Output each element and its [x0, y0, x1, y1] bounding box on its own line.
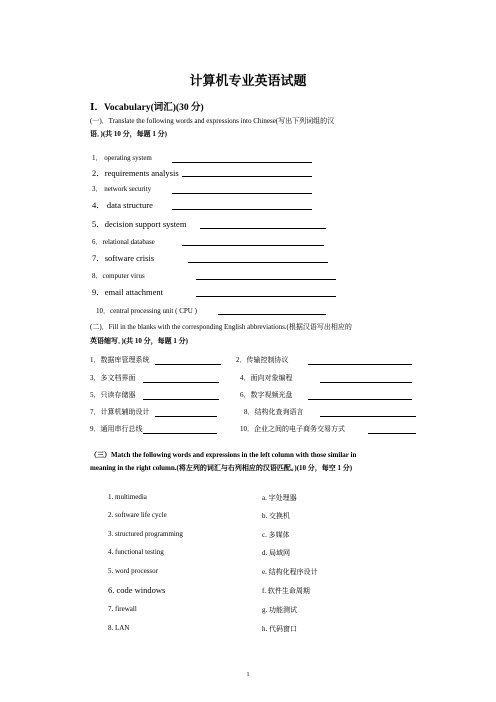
part2-item-8: 8．结构化查询语言	[244, 408, 304, 416]
answer-blank[interactable]	[182, 245, 324, 246]
part3-instruction-line1: （三）Match the following words and expressions in the left column with those similar in	[90, 451, 357, 459]
part2-item-1: 1．数据库管理系统	[90, 356, 150, 364]
answer-blank[interactable]	[172, 193, 312, 194]
part1-item-4: 4． data structure	[92, 200, 153, 210]
part2-item-4: 4．面向对象编程	[240, 374, 293, 382]
part2-instruction-line1: (二)．Fill in the blanks with the corresponding English abbreviations.(根据汉语写出相应的	[90, 323, 352, 331]
answer-blank[interactable]	[320, 416, 416, 417]
part2-item-6: 6．数字视频光盘	[240, 391, 293, 399]
part2-item-9: 9．通用串行总线	[90, 425, 143, 433]
match-right-e: e. 结构化程序设计	[262, 568, 318, 576]
match-right-h: h. 代码窗口	[262, 625, 297, 633]
part3-instruction-line2: meaning in the right column.(将左列的词汇与右列相应的汉语匹配。)(10 分，每空 1 分)	[90, 464, 353, 472]
part2-instruction-line2: 英语缩写．)(共 10 分，每题 1 分)	[90, 337, 188, 345]
match-right-a: a. 字处理器	[262, 494, 297, 502]
answer-blank[interactable]	[172, 209, 312, 210]
answer-blank[interactable]	[196, 279, 336, 280]
section-heading-vocabulary: Ⅰ．Vocabulary(词汇)(30 分)	[90, 103, 204, 113]
answer-blank[interactable]	[188, 262, 328, 263]
part2-item-3: 3．多文档界面	[90, 374, 136, 382]
match-left-5: 5. word processor	[108, 567, 158, 575]
part1-item-6: 6．relational database	[92, 238, 155, 246]
match-right-b: b. 交换机	[262, 512, 290, 520]
answer-blank[interactable]	[200, 228, 326, 229]
part2-item-7: 7．计算机辅助设计	[90, 408, 150, 416]
answer-blank[interactable]	[155, 364, 221, 365]
answer-blank[interactable]	[308, 399, 412, 400]
answer-blank[interactable]	[182, 176, 312, 177]
match-left-1: 1. multimedia	[108, 493, 147, 501]
part1-instruction-line1: (一)．Translate the following words and expressions into Chinese(写出下列词组的汉	[90, 117, 335, 125]
match-left-2: 2. software life cycle	[108, 511, 167, 519]
answer-blank[interactable]	[196, 296, 336, 297]
page-number: 1	[246, 672, 250, 678]
page-title: 计算机专业英语试题	[189, 73, 307, 88]
part1-item-2: 2．requirements analysis	[92, 168, 179, 178]
answer-blank[interactable]	[155, 416, 217, 417]
match-right-d: d. 局域网	[262, 549, 290, 557]
match-left-4: 4. functional testing	[108, 548, 164, 556]
part1-item-8: 8．computer virus	[92, 272, 145, 280]
answer-blank[interactable]	[143, 382, 219, 383]
part1-instruction-line2: 语．)(共 10 分，每题 1 分)	[90, 130, 167, 138]
match-left-8: 8. LAN	[108, 624, 130, 632]
part1-item-3: 3． network security	[92, 185, 152, 193]
answer-blank[interactable]	[308, 364, 412, 365]
part1-item-10: 10．central processing unit ( CPU )	[96, 307, 197, 315]
answer-blank[interactable]	[218, 314, 326, 315]
answer-blank[interactable]	[320, 382, 412, 383]
part1-item-5: 5．decision support system	[92, 219, 187, 229]
match-left-7: 7. firewall	[108, 605, 137, 613]
answer-blank[interactable]	[172, 162, 312, 163]
part1-item-1: 1． operating system	[92, 154, 152, 162]
part1-item-7: 7．software crisis	[92, 253, 155, 263]
part2-item-2: 2．传输控制协议	[236, 356, 289, 364]
part1-item-9: 9．email attachment	[92, 287, 164, 297]
answer-blank[interactable]	[143, 433, 217, 434]
match-left-6: 6. code windows	[108, 585, 166, 595]
part2-item-10: 10．企业之间的电子商务交易方式	[240, 425, 345, 433]
match-right-c: c. 多媒体	[262, 531, 290, 539]
match-left-3: 3. structured programming	[108, 530, 183, 538]
match-right-f: f. 软件生命周期	[262, 587, 310, 595]
match-right-g: g. 功能测试	[262, 606, 297, 614]
answer-blank[interactable]	[368, 433, 416, 434]
answer-blank[interactable]	[143, 399, 219, 400]
part2-item-5: 5．只读存储器	[90, 391, 136, 399]
